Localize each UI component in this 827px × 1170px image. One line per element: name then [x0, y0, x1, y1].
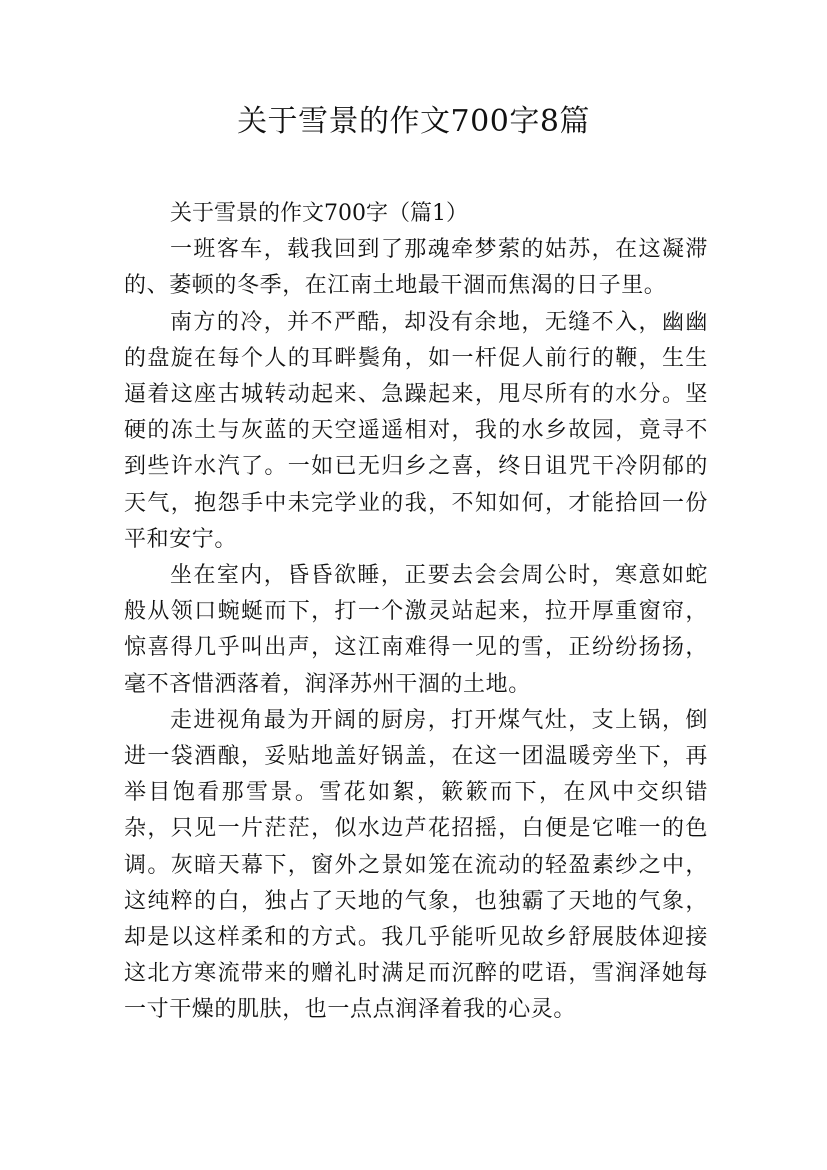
section-heading: 关于雪景的作文700字（篇1） — [170, 201, 468, 226]
document-title: 关于雪景的作文700字8篇 — [237, 104, 590, 139]
paragraph-4: 走进视角最为开阔的厨房，打开煤气灶，支上锅，倒进一袋酒酿，妥贴地盖好锅盖，在这一团温暖旁坐下，再举目饱看那雪景。雪花如絮，簌簌而下，在风中交织错杂，只见一片茫茫，似水边芦花招摇，白便是它唯一的色调。灰暗天幕下，窗外之景如笼在流动的轻盈素纱之中，这纯粹的白，独占了天地的气象，也独霸了天地的气象，却是以这样柔和的方式。我几乎能听见故乡舒展肢体迎接这北方寒流带来的赠礼时满足而沉醉的呓语，雪润泽她每一寸干燥的肌肤，也一点点润泽着我的心灵。 — [124, 707, 708, 1023]
paragraph-1: 一班客车，载我回到了那魂牵梦萦的姑苏，在这凝滞的、萎顿的冬季，在江南土地最干涸而焦渴的日子里。 — [124, 237, 708, 299]
paragraph-2: 南方的冷，并不严酷，却没有余地，无缝不入，幽幽的盘旋在每个人的耳畔鬓角，如一杆促人前行的鞭，生生逼着这座古城转动起来、急躁起来，甩尽所有的水分。坚硬的冻土与灰蓝的天空遥遥相对，我的水乡故园，竟寻不到些许水汽了。一如已无归乡之喜，终日诅咒干冷阴郁的天气，抱怨手中未完学业的我，不知如何，才能拾回一份平和安宁。 — [124, 309, 708, 552]
document-body — [124, 196, 708, 1029]
paragraph-3: 坐在室内，昏昏欲睡，正要去会会周公时，寒意如蛇般从领口蜿蜒而下，打一个激灵站起来，拉开厚重窗帘，惊喜得几乎叫出声，这江南难得一见的雪，正纷纷扬扬，毫不吝惜洒落着，润泽苏州干涸的土地。 — [124, 563, 708, 697]
